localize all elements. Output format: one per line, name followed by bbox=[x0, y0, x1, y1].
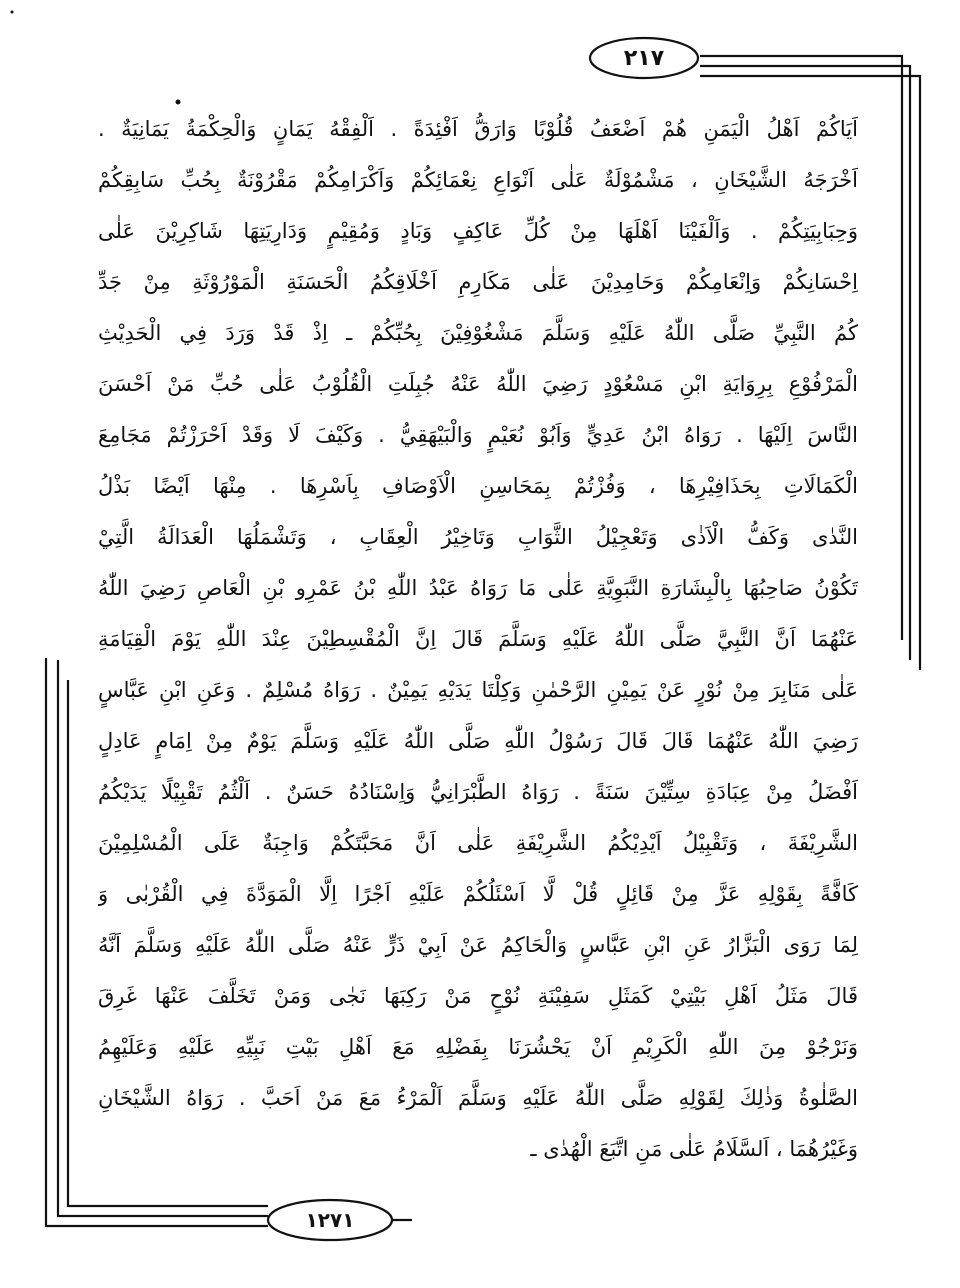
text-line: عَلٰى مَنَابِرَ مِنْ نُوْرٍ عَنْ يَمِيْنِ الرَّحْمٰنِ وَكِلْتَا يَدَيْهِ يَمِيْنٌ . رَوَاهُ مُسْلِمٌ . وَعَنِ ابْنِ عَبَّاسٍ bbox=[98, 678, 858, 702]
text-line: رَضِيَ اللّٰهُ عَنْهُمَا قَالَ قَالَ رَسُوْلُ اللّٰهِ صَلَّى اللّٰهُ عَلَيْهِ وَسَلَّمَ يَوْمٌ مِنْ اِمَامٍ عَادِلٍ bbox=[98, 729, 858, 753]
page-number-bottom: ١٢٧١ bbox=[305, 1208, 355, 1232]
text-line: اَفْضَلُ مِنْ عِبَادَةِ سِتِّيْنَ سَنَةً . رَوَاهُ الطَّبْرَانِيُّ وَاِسْنَادُهُ حَسَنٌ . اَلْثُمُ تَقْبِيْلًا يَدَيْكُمُ bbox=[98, 780, 858, 804]
text-line: وَحِبَابِيَتِكُمْ . وَاَلْفَيْنَا اَهْلَهَا مِنْ كُلِّ عَاكِفٍ وَبَادٍ وَمُقِيْمٍ وَدَارِيَتِهَا شَاكِرِيْنَ عَلٰى bbox=[98, 219, 858, 243]
text-line: اَخْرَجَهُ الشَّيْخَانِ ، مَشْمُوْلَةٌ عَلٰى اَنْوَاعِ نِعْمَائِكُمْ وَاَكْرَامِكُمْ مَقْرُوْنَةٌ بِحُبِّ سَابِقِكُمْ bbox=[98, 168, 858, 192]
text-line: الشَّرِيْفَةَ ، وَتَقْبِيْلُ اَيْدِيْكُمُ الشَّرِيْفَةِ عَلٰى اَنَّ مَحَبَّتَكُمْ وَاجِبَةٌ عَلَى الْمُسْلِمِيْنَ bbox=[98, 831, 858, 855]
page-number-top: ٢١٧ bbox=[623, 45, 665, 71]
text-line: وَغَيْرُهُمَا ، اَلسَّلَامُ عَلٰى مَنِ اتَّبَعَ الْهُدٰى ـ bbox=[530, 1137, 858, 1161]
text-line: الْمَرْفُوْعِ بِرِوَايَةِ ابْنِ مَسْعُوْدٍ رَضِيَ اللّٰهُ عَنْهُ جُبِلَتِ الْقُلُوْبُ عَلٰى حُبِّ مَنْ اَحْسَنَ bbox=[98, 372, 858, 396]
arabic-text-body bbox=[98, 104, 858, 1175]
text-line: قَالَ مَثَلُ اَهْلِ بَيْتِيْ كَمَثَلِ سَفِيْنَةِ نُوْحٍ مَنْ رَكِبَهَا نَجٰى وَمَنْ تَخَلَّفَ عَنْهَا غَرِقَ bbox=[98, 984, 858, 1008]
text-line: عَنْهُمَا اَنَّ النَّبِيَّ صَلَّى اللّٰهُ عَلَيْهِ وَسَلَّمَ قَالَ اِنَّ الْمُقْسِطِيْنَ عِنْدَ اللّٰهِ يَوْمَ الْقِيَامَةِ bbox=[98, 627, 858, 651]
text-line: النَّدٰى وَكَفُّ الْاَذٰى وَتَعْجِيْلُ الثَّوَابِ وَتَاخِيْرُ الْعِقَابِ ، وَتَشْمَلُهَا الْعَدَالَةُ الَّتِيْ bbox=[98, 525, 858, 549]
text-line: تَكُوْنُ صَاحِبُهَا بِالْبِشَارَةِ النَّبَوِيَّةِ عَلٰى مَا رَوَاهُ عَبْدُ اللّٰهِ بْنُ عَمْرِو بْنِ الْعَاصِ رَضِيَ اللّٰهُ bbox=[98, 576, 858, 600]
text-line: كُمُ النَّبِيِّ صَلَّى اللّٰهُ عَلَيْهِ وَسَلَّمَ مَشْغُوْفِيْنَ بِحُبِّكُمْ ـ اِذْ قَدْ وَرَدَ فِي الْحَدِيْثِ bbox=[98, 321, 858, 345]
text-line: كَافَّةً بِقَوْلِهِ عَزَّ مِنْ قَائِلٍ قُلْ لَّا اَسْئَلُكُمْ عَلَيْهِ اَجْرًا اِلَّا الْمَوَدَّةَ فِي الْقُرْبٰى وَ bbox=[98, 882, 858, 906]
text-line: لِمَا رَوَى الْبَزَّارُ عَنِ ابْنِ عَبَّاسٍ وَالْحَاكِمُ عَنْ اَبِيْ ذَرٍّ عَنْهُ صَلَّى اللّٰهُ عَلَيْهِ وَسَلَّمَ اَنَّهُ bbox=[98, 933, 858, 957]
text-line: اَيَاكُمْ اَهْلُ الْيَمَنِ هُمْ اَضْعَفُ قُلُوْبًا وَارَقُّ اَفْئِدَةً . اَلْفِقْهُ يَمَانٍ وَالْحِكْمَةُ يَمَانِيَةٌ . bbox=[98, 117, 858, 141]
text-line: النَّاسَ اِلَيْهَا . رَوَاهُ ابْنُ عَدِيٍّ وَاَبُوْ نُعَيْمٍ وَالْبَيْهَقِيُّ . وَكَيْفَ لَا وَقَدْ اَحْرَزْتُمْ مَجَامِعَ bbox=[98, 423, 858, 447]
text-line: الصَّلٰوةُ وَذٰلِكَ لِقَوْلِهِ صَلَّى اللّٰهُ عَلَيْهِ وَسَلَّمَ اَلْمَرْءُ مَعَ مَنْ اَحَبَّ . رَوَاهُ الشَّيْخَانِ bbox=[98, 1086, 858, 1110]
text-line: الْكَمَالَاتِ بِحَذَافِيْرِهَا ، وَفُزْتُمْ بِمَحَاسِنِ الْاَوْصَافِ بِاَسْرِهَا . مِنْهَا اَيْضًا بَذْلُ bbox=[98, 474, 858, 498]
text-line: وَنَرْجُوْ مِنَ اللّٰهِ الْكَرِيْمِ اَنْ يَحْشُرَنَا بِفَضْلِهِ مَعَ اَهْلِ بَيْتِ نَبِيِّهِ عَلَيْهِ وَعَلَيْهِمُ bbox=[98, 1035, 858, 1059]
text-line: اِحْسَانِكُمْ وَاِنْعَامِكُمْ وَحَامِدِيْنَ عَلٰى مَكَارِمِ اَخْلَاقِكُمُ الْحَسَنَةِ الْمَوْرُوْثَةِ مِنْ جَدِّ bbox=[98, 270, 858, 294]
